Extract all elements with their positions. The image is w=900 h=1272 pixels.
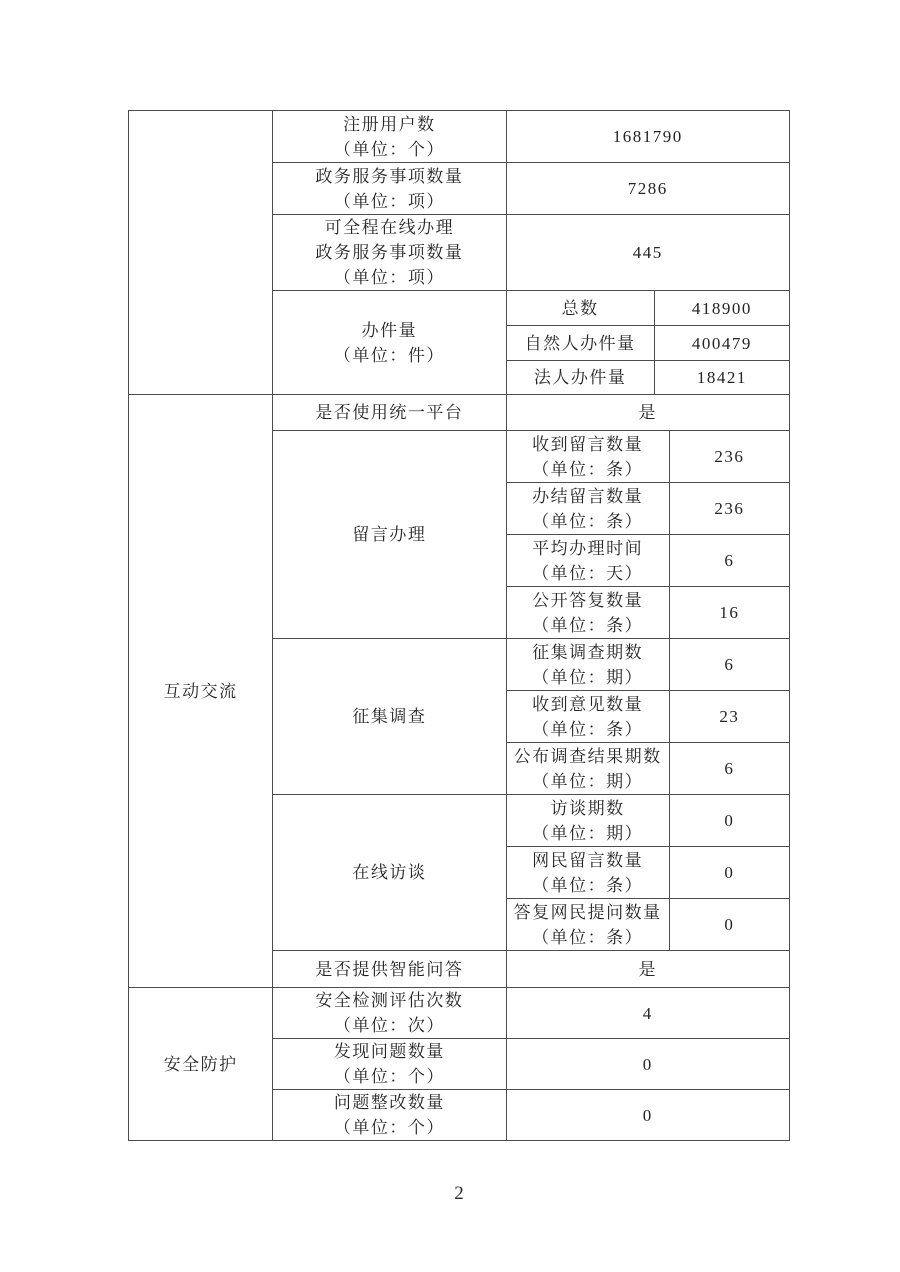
metric-label: 安全检测评估次数	[315, 991, 464, 1010]
sub-metric-label: 平均办理时间	[532, 538, 644, 558]
sub-metric-value-cell: 236	[669, 483, 789, 535]
sub-metric-unit: （单位：条）	[532, 459, 644, 479]
page-number: 2	[454, 1183, 464, 1204]
metric-label: 办件量	[361, 320, 418, 340]
metric-value-cell: 0	[506, 1039, 789, 1090]
sub-metric-unit: （单位：期）	[532, 823, 644, 843]
metric-label-cell	[273, 1039, 506, 1090]
annual-report-table	[128, 110, 790, 1141]
sub-metric-value-cell: 6	[669, 535, 789, 587]
sub-metric-label: 收到意见数量	[532, 694, 644, 714]
sub-metric-label: 办结留言数量	[532, 486, 644, 506]
sub-metric-label: 访谈期数	[550, 798, 625, 818]
metric-unit: （单位：次）	[333, 1016, 445, 1035]
metric-unit: （单位：个）	[333, 1067, 445, 1086]
sub-metric-label-cell	[506, 847, 669, 899]
metric-label-cell	[273, 988, 506, 1039]
sub-metric-label: 网民留言数量	[532, 850, 644, 870]
sub-metric-value-cell: 400479	[654, 326, 789, 361]
sub-metric-label-cell: 法人办件量	[506, 361, 654, 395]
metric-label: 问题整改数量	[333, 1093, 445, 1112]
table-row	[129, 988, 790, 1039]
sub-metric-label: 收到留言数量	[532, 434, 644, 454]
sub-metric-value-cell: 18421	[654, 361, 789, 395]
sub-metric-unit: （单位：条）	[532, 875, 644, 895]
sub-metric-label: 征集调查期数	[532, 642, 644, 662]
metric-unit: （单位：个）	[333, 1118, 445, 1137]
sub-metric-label: 公布调查结果期数	[513, 746, 662, 766]
metric-label-cell	[273, 111, 506, 163]
sub-metric-label-cell: 自然人办件量	[506, 326, 654, 361]
metric-label-cell: 征集调查	[273, 639, 506, 795]
metric-unit: （单位：个）	[333, 139, 445, 159]
sub-metric-value-cell: 0	[669, 847, 789, 899]
metric-unit: （单位：件）	[333, 345, 445, 365]
metric-value-cell: 445	[506, 215, 789, 291]
sub-metric-label-cell	[506, 639, 669, 691]
table-row	[129, 395, 790, 431]
metric-label: 政务服务事项数量	[315, 243, 464, 262]
sub-metric-unit: （单位：条）	[532, 511, 644, 531]
sub-metric-label: 答复网民提问数量	[513, 902, 662, 922]
sub-metric-label-cell: 总数	[506, 291, 654, 326]
sub-metric-unit: （单位：条）	[532, 615, 644, 635]
sub-metric-value-cell: 236	[669, 431, 789, 483]
metric-value-cell: 是	[506, 951, 789, 988]
category-cell-blank	[129, 111, 273, 395]
sub-metric-value-cell: 16	[669, 587, 789, 639]
metric-value-cell: 1681790	[506, 111, 789, 163]
sub-metric-value-cell: 0	[669, 795, 789, 847]
category-cell-interaction: 互动交流	[129, 395, 273, 988]
metric-label-cell	[273, 291, 506, 395]
metric-label: 可全程在线办理	[324, 218, 455, 237]
metric-unit: （单位：项）	[333, 191, 445, 211]
table-row	[129, 111, 790, 163]
sub-metric-unit: （单位：期）	[532, 771, 644, 791]
sub-metric-label-cell	[506, 691, 669, 743]
sub-metric-label-cell	[506, 431, 669, 483]
sub-metric-label-cell	[506, 483, 669, 535]
metric-value-cell: 7286	[506, 163, 789, 215]
sub-metric-value-cell: 6	[669, 743, 789, 795]
sub-metric-label-cell	[506, 535, 669, 587]
sub-metric-label-cell	[506, 899, 669, 951]
sub-metric-unit: （单位：条）	[532, 927, 644, 947]
metric-unit: （单位：项）	[333, 268, 445, 287]
metric-label-cell: 留言办理	[273, 431, 506, 639]
sub-metric-value-cell: 6	[669, 639, 789, 691]
metric-label: 政务服务事项数量	[315, 166, 464, 186]
metric-label-cell	[273, 163, 506, 215]
sub-metric-unit: （单位：天）	[532, 563, 644, 583]
metric-label-cell	[273, 215, 506, 291]
metric-label-cell: 在线访谈	[273, 795, 506, 951]
sub-metric-unit: （单位：期）	[532, 667, 644, 687]
metric-label-cell: 是否提供智能问答	[273, 951, 506, 988]
sub-metric-value-cell: 23	[669, 691, 789, 743]
metric-value-cell: 是	[506, 395, 789, 431]
category-cell-security: 安全防护	[129, 988, 273, 1141]
metric-label-cell	[273, 1090, 506, 1141]
sub-metric-label: 公开答复数量	[532, 590, 644, 610]
sub-metric-value-cell: 418900	[654, 291, 789, 326]
metric-label: 注册用户数	[343, 114, 436, 134]
sub-metric-label-cell	[506, 587, 669, 639]
sub-metric-unit: （单位：条）	[532, 719, 644, 739]
sub-metric-label-cell	[506, 795, 669, 847]
metric-value-cell: 4	[506, 988, 789, 1039]
metric-value-cell: 0	[506, 1090, 789, 1141]
metric-label: 发现问题数量	[333, 1042, 445, 1061]
metric-label-cell: 是否使用统一平台	[273, 395, 506, 431]
sub-metric-label-cell	[506, 743, 669, 795]
sub-metric-value-cell: 0	[669, 899, 789, 951]
